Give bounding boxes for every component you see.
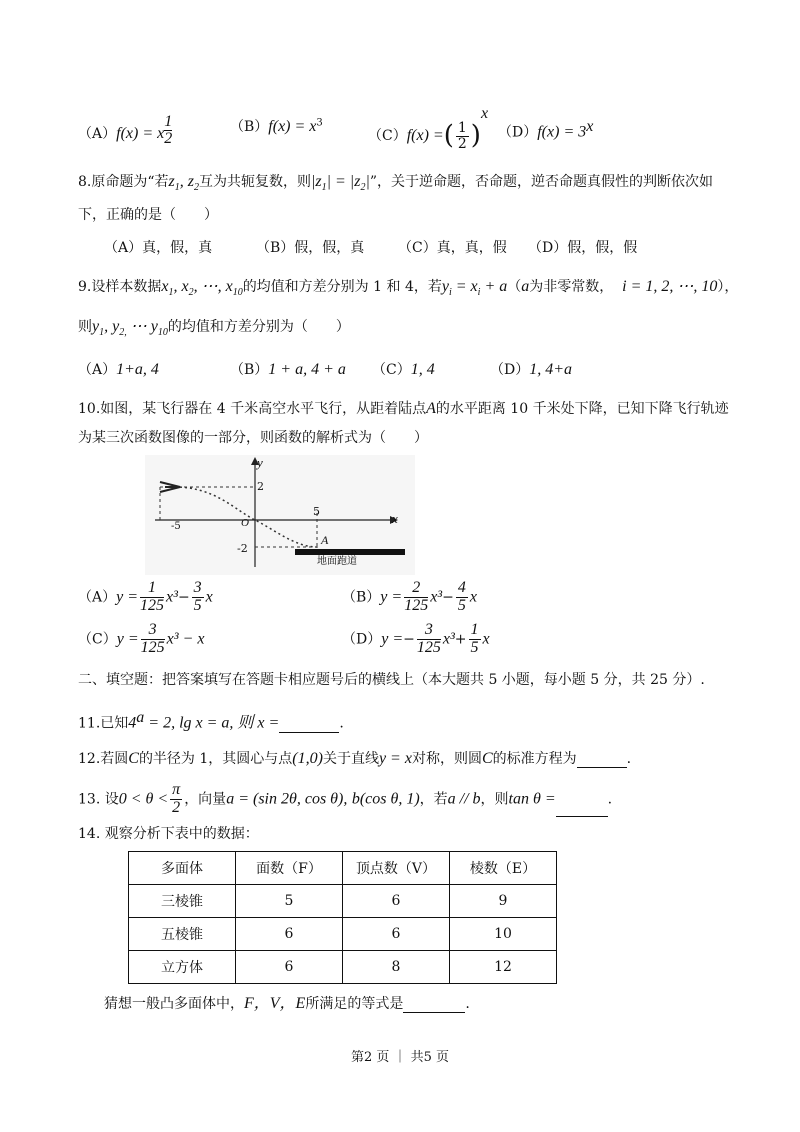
table-cell: 三棱锥 xyxy=(129,885,236,918)
q13: 13. 设0 < θ < $\frac{\pi}{2}$ ，向量a = (sin 2θ, cos θ), b(cos θ, 1)，若a // b，则tan θ = . xyxy=(78,781,613,816)
q8-option-b: （B）假，假，真 xyxy=(256,240,365,256)
flight-path-graph xyxy=(145,455,415,575)
q10-line1: 10.如图，某飞行器在 4 千米高空水平飞行，从距着陆点A的水平距离 10 千米处下降，已知下降飞行轨迹 xyxy=(78,400,729,417)
x-axis-label: x xyxy=(392,511,398,526)
q8-option-c: （C）真，真，假 xyxy=(398,240,507,256)
tick-5: 5 xyxy=(313,505,320,518)
tick-2: 2 xyxy=(257,480,264,493)
table-header-cell: 顶点数（V） xyxy=(343,852,450,885)
q11: 11.已知$4^a = 2$, lg x = a, 则 x = . xyxy=(78,709,344,732)
q7-option-d: $(D)f(x) = 3^x$ xyxy=(498,118,594,141)
q8-option-a: （A）真，假，真 xyxy=(104,240,213,256)
q12: 12.若圆C的半径为 1，其圆心与点(1,0)关于直线y = x对称，则圆C的标准方程为 . xyxy=(78,750,632,767)
table-cell: 6 xyxy=(343,885,450,918)
ground-runway-label: 地面跑道 xyxy=(317,556,357,567)
q10-option-c: （C）y = $\frac{3}{125}$ x³ − x xyxy=(78,621,205,656)
flight-path-diagram xyxy=(145,455,415,575)
table-cell: 12 xyxy=(450,951,557,984)
q14-conclusion: 猜想一般凸多面体中，F，V，E所满足的等式是 . xyxy=(104,995,470,1012)
y-axis-label: y xyxy=(257,455,263,470)
table-row xyxy=(129,885,557,918)
runway-bar xyxy=(295,549,405,555)
table-cell: 8 xyxy=(343,951,450,984)
q10-option-b: （B）y = $\frac{2}{125}$ x³− $\frac{4}{5}$ x xyxy=(342,579,477,614)
table-cell: 6 xyxy=(343,918,450,951)
point-a-label: A xyxy=(321,533,329,547)
table-header-cell: 面数（F） xyxy=(236,852,343,885)
q11-answer-blank xyxy=(279,718,339,733)
q8-line1: 8.原命题为“若$z_1$, $z_2$互为共轭复数，则$|z_1| = |z_2|$”，关于逆命题，否命题，逆否命题真假性的判断依次如 xyxy=(78,173,713,194)
q9-option-c: （C）1, 4 xyxy=(372,361,435,378)
table-cell: 6 xyxy=(236,918,343,951)
q8-option-d: （D）假，假，假 xyxy=(528,240,638,256)
q8-line2: 下，正确的是（ ） xyxy=(78,207,218,223)
tick-minus-2: -2 xyxy=(237,542,248,555)
table-cell: 10 xyxy=(450,918,557,951)
table-cell: 9 xyxy=(450,885,557,918)
q10-option-a: （A）y = $\frac{1}{125}$ x³− $\frac{3}{5}$ x xyxy=(78,579,213,614)
q7-option-b: $(B)f(x) = x^3$ xyxy=(230,117,323,135)
q10-option-d: （D）y =− $\frac{3}{125}$ x³+ $\frac{1}{5}$ x xyxy=(342,621,490,656)
table-row xyxy=(129,918,557,951)
q7-option-c: （C）f(x) =( $\frac{1}{2}$ )$^x$ xyxy=(368,105,489,152)
table-cell: 6 xyxy=(236,951,343,984)
q9-line1: 9.设样本数据$x_1$, $x_2$, ⋯, $x_{10}$的均值和方差分别为 1 和 4，若$y_i = x_i + a(a$为非零常数， i = 1, 2, ⋯, 10）， xyxy=(78,278,739,299)
q9-option-a: （A）1+a, 4 xyxy=(78,361,159,378)
table-row xyxy=(129,951,557,984)
table-header-row xyxy=(129,852,557,885)
page-footer: 第2 页 ｜ 共5 页 xyxy=(350,1050,450,1065)
q14-intro: 14. 观察分析下表中的数据： xyxy=(78,826,259,842)
table-cell: 五棱锥 xyxy=(129,918,236,951)
q10-line2: 为某三次函数图像的一部分，则函数的解析式为（ ） xyxy=(78,430,428,446)
q9-line2: 则$y_1$, $y_{2,}$ ⋯ $y_{10}$的均值和方差分别为（ ） xyxy=(78,318,350,339)
table-cell: 立方体 xyxy=(129,951,236,984)
q9-option-b: （B）1 + a, 4 + a xyxy=(230,361,346,378)
table-header-cell: 多面体 xyxy=(129,852,236,885)
polyhedra-table xyxy=(128,851,557,984)
table-cell: 5 xyxy=(236,885,343,918)
origin-label: O xyxy=(241,517,249,529)
q13-answer-blank xyxy=(556,802,608,817)
tick-minus-5: -5 xyxy=(171,521,181,532)
q9-option-d: （D）1, 4+a xyxy=(490,361,573,378)
q7-option-a: （A）f(x) = x $^{\frac{1}{2}}$ xyxy=(78,113,173,147)
q12-answer-blank xyxy=(577,753,627,768)
q14-answer-blank xyxy=(403,998,465,1013)
section-2-heading: 二、填空题：把答案填写在答题卡相应题号后的横线上（本大题共 5 小题，每小题 5 分，共 25 分）. xyxy=(78,672,705,688)
table-header-cell: 棱数（E） xyxy=(450,852,557,885)
